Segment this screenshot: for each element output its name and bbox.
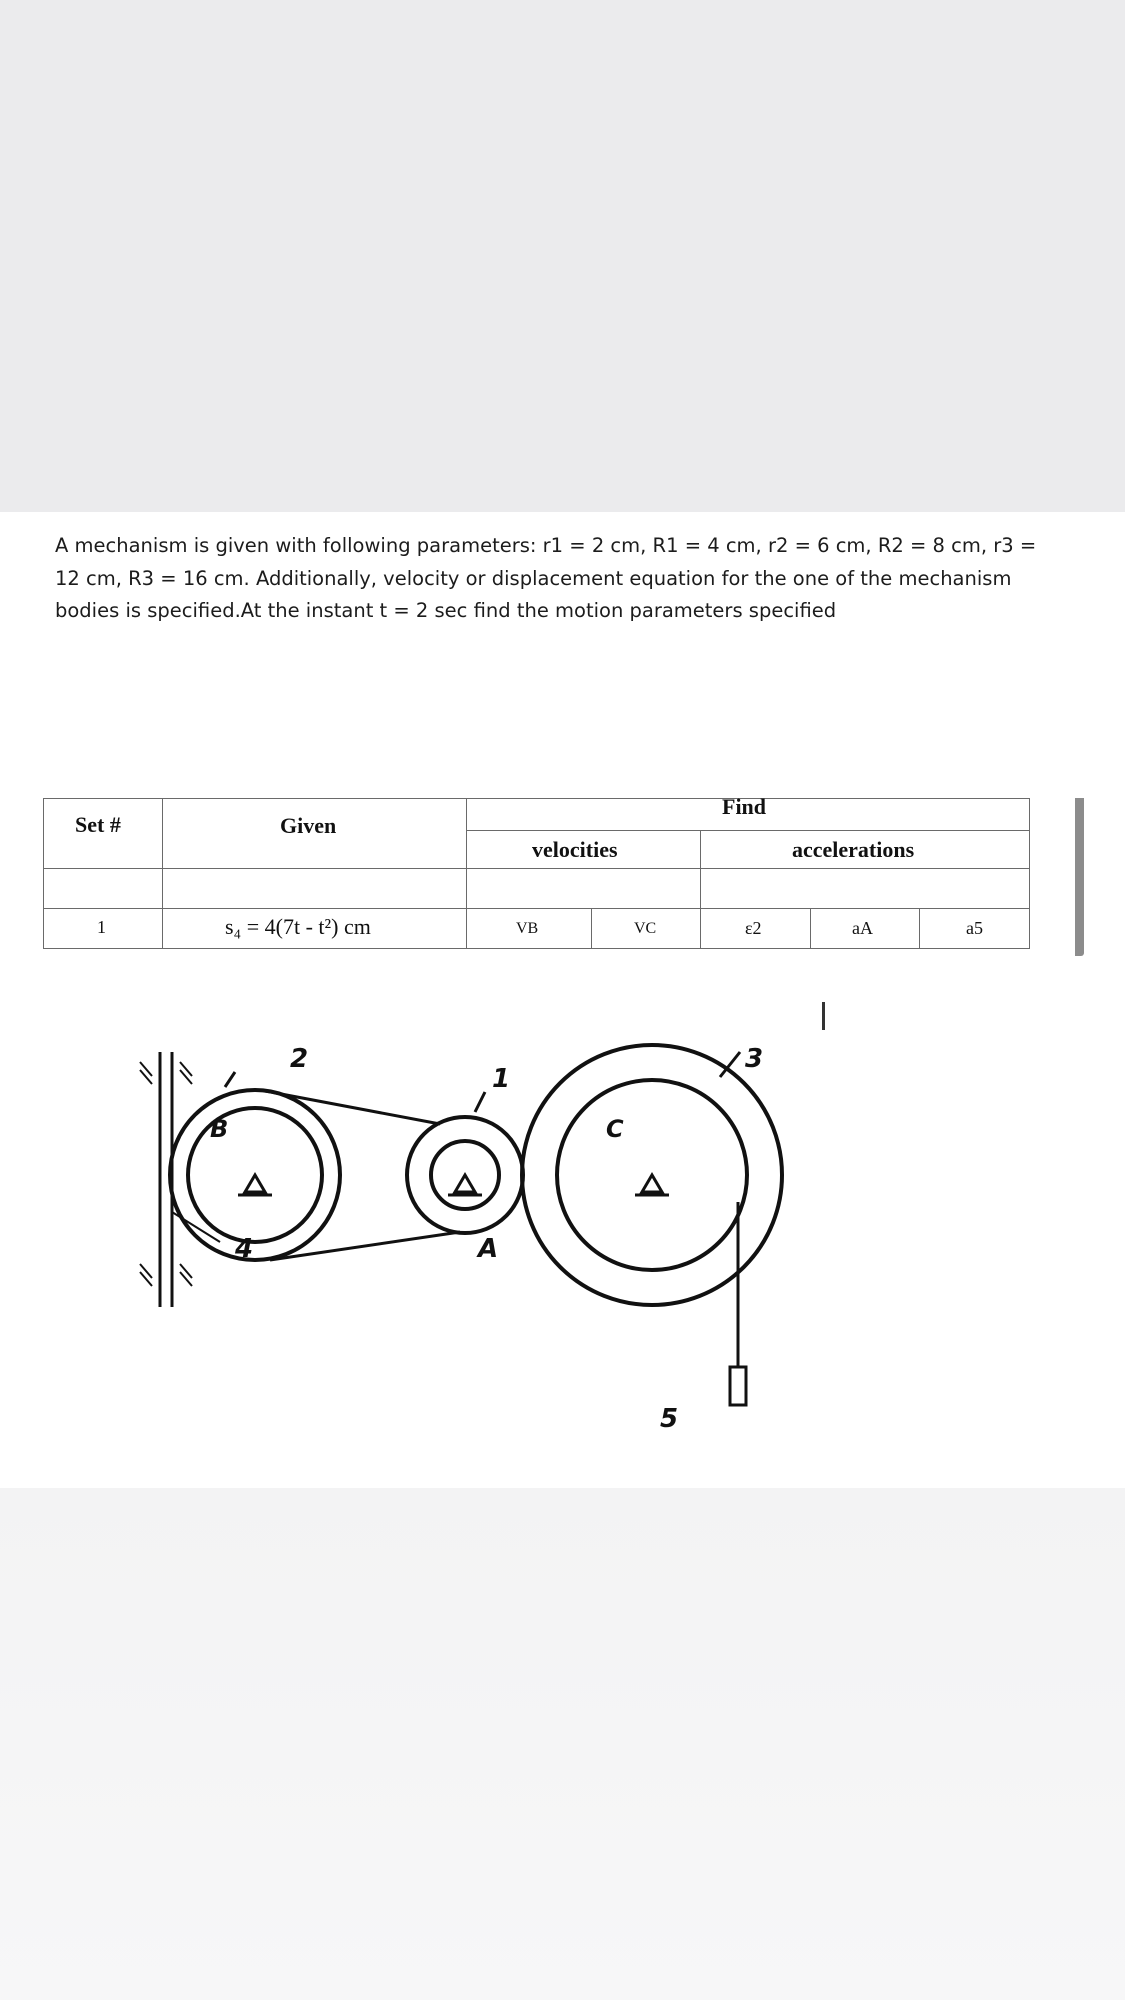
mechanism-diagram <box>120 1032 800 1452</box>
bottom-background <box>0 1488 1125 2000</box>
label-2: 2 <box>290 1044 309 1074</box>
wheel-body-3 <box>522 1045 782 1405</box>
label-a: A <box>478 1234 499 1264</box>
accel-a5: a5 <box>966 918 983 938</box>
set-header: Set # <box>75 812 121 837</box>
label-b: B <box>210 1115 229 1143</box>
scrollbar[interactable] <box>1075 798 1084 956</box>
velocity-vc: VC <box>634 920 657 937</box>
label-5: 5 <box>660 1404 679 1434</box>
label-c: C <box>606 1115 624 1143</box>
set-value: 1 <box>97 917 106 937</box>
find-header: Find <box>722 794 767 819</box>
problem-statement: A mechanism is given with following parameters: r1 = 2 cm, R1 = 4 cm, r2 = 6 cm, R2 = 8 cm, r3 = 12 cm, R3 = 16 cm. Additionally, velocity or displacement equation for the one of the mechanism bodies is specified.At the instant t = 2 sec find the motion parameters specified <box>55 534 1037 622</box>
document-image <box>0 512 1125 1488</box>
accelerations-header: accelerations <box>792 837 915 862</box>
label-3: 3 <box>745 1044 764 1074</box>
label-1: 1 <box>492 1064 511 1094</box>
wheel-body-1 <box>407 1092 523 1233</box>
text-cursor <box>822 1002 825 1030</box>
rack-body-4 <box>140 1052 220 1307</box>
velocity-vb: VB <box>516 920 539 937</box>
given-value: s₄ = 4(7t - t²) cm <box>225 914 371 939</box>
accel-aa: aA <box>852 918 873 938</box>
velocities-header: velocities <box>532 837 618 862</box>
angular-accel-eps2: ε2 <box>745 918 762 938</box>
label-4: 4 <box>235 1234 254 1264</box>
given-header: Given <box>280 813 337 838</box>
top-background <box>0 0 1125 512</box>
